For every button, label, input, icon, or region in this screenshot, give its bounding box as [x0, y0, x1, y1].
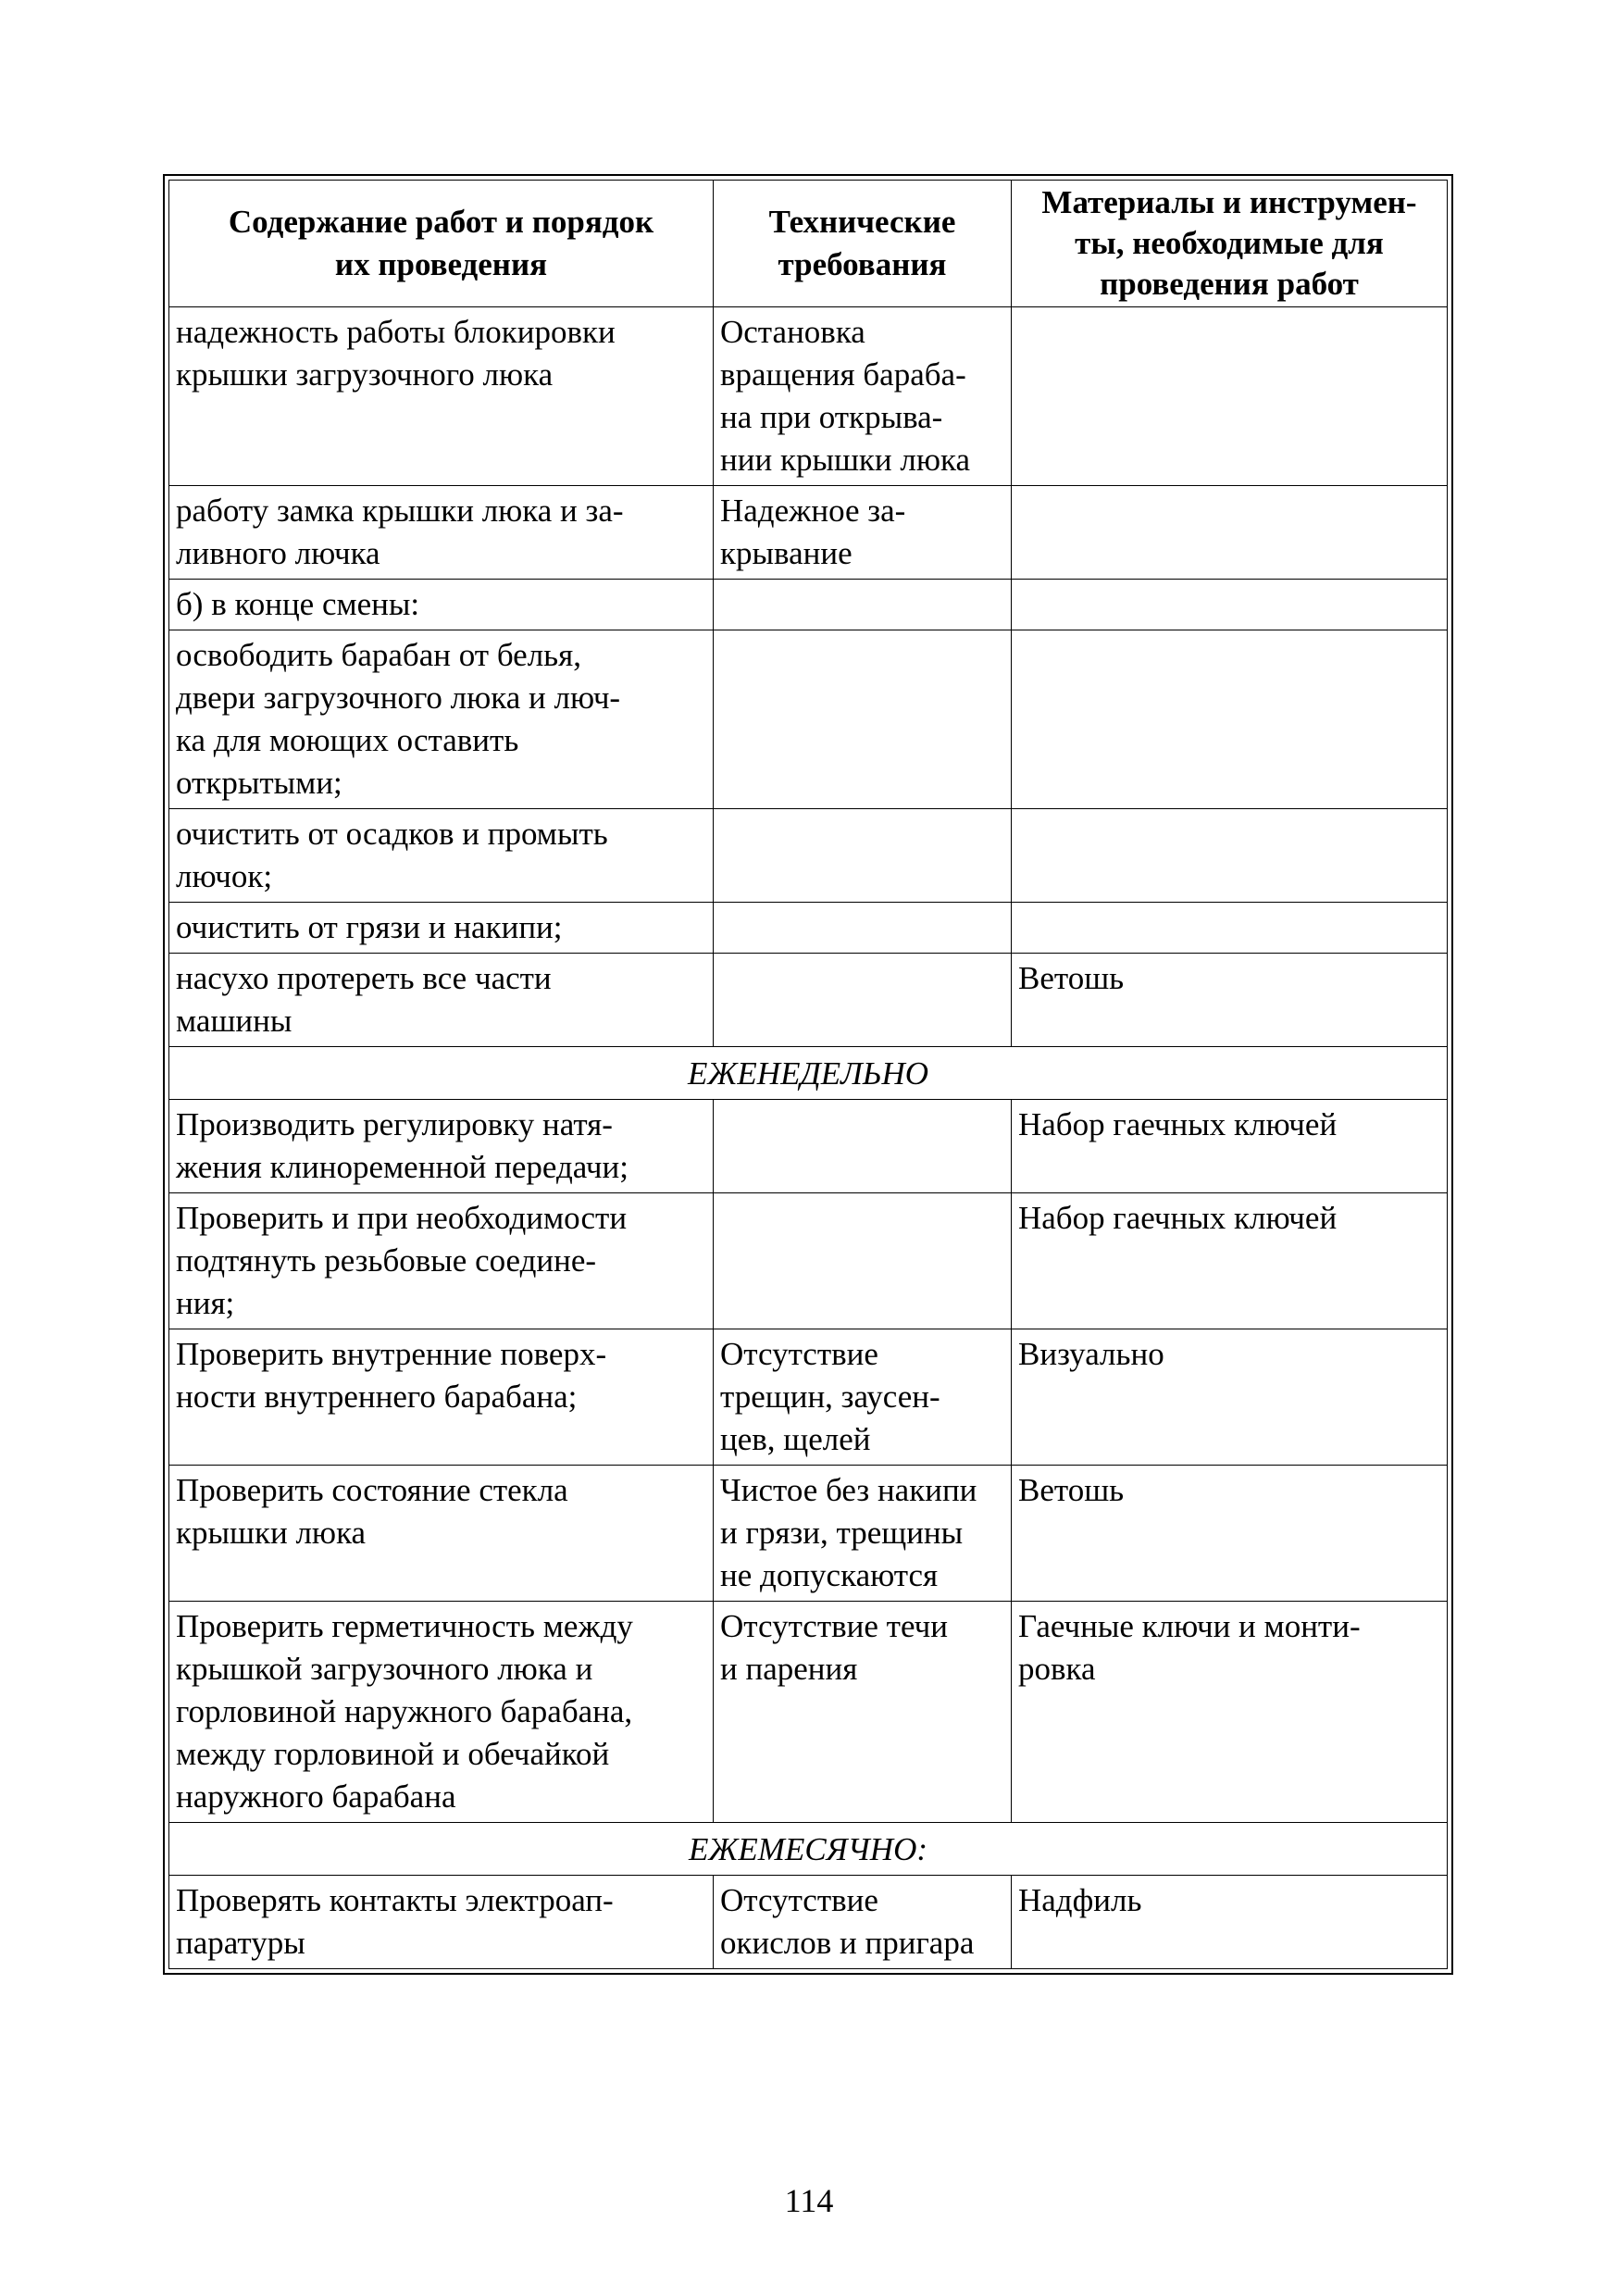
cell-text-line: Надежное за- — [720, 493, 906, 529]
cell-text-line: и грязи, трещины — [720, 1515, 964, 1551]
cell-materials-tools — [1012, 486, 1448, 580]
section-label: ЕЖЕМЕСЯЧНО: — [169, 1823, 1448, 1876]
table-row — [169, 580, 1448, 630]
cell-work-content — [169, 1193, 714, 1329]
table-row — [169, 1100, 1448, 1193]
cell-text-line: открытыми; — [176, 765, 342, 801]
cell-materials-tools — [1012, 1329, 1448, 1466]
cell-work-content — [169, 809, 714, 903]
cell-technical-requirement — [714, 307, 1012, 486]
cell-text-line: Набор гаечных ключей — [1018, 1200, 1338, 1236]
cell-text-line: лючок; — [176, 858, 273, 894]
cell-text-line: Ветошь — [1018, 1472, 1125, 1508]
cell-text-line: крышки люка — [176, 1515, 367, 1551]
cell-text-line: Отсутствие течи — [720, 1608, 948, 1644]
header-materials-tools: Материалы и инструмен- ты, необходимые для проведения работ — [1012, 181, 1448, 307]
cell-text-line: машины — [176, 1003, 292, 1039]
cell-text-line: окислов и пригара — [720, 1925, 975, 1961]
cell-text-line: вращения бараба- — [720, 356, 966, 393]
cell-work-content — [169, 954, 714, 1047]
table-row — [169, 486, 1448, 580]
table-row — [169, 1193, 1448, 1329]
section-row — [169, 1823, 1448, 1876]
cell-work-content — [169, 630, 714, 809]
cell-text-line: паратуры — [176, 1925, 305, 1961]
cell-text-line: ливного лючка — [176, 535, 380, 571]
cell-text-line: Визуально — [1018, 1336, 1164, 1372]
table-row — [169, 809, 1448, 903]
cell-text-line: жения клиноременной передачи; — [176, 1149, 629, 1185]
cell-technical-requirement — [714, 486, 1012, 580]
table-row — [169, 954, 1448, 1047]
cell-materials-tools — [1012, 903, 1448, 954]
cell-materials-tools — [1012, 954, 1448, 1047]
cell-text-line: работу замка крышки люка и за- — [176, 493, 624, 529]
cell-technical-requirement — [714, 1193, 1012, 1329]
cell-technical-requirement — [714, 630, 1012, 809]
table-row — [169, 630, 1448, 809]
cell-work-content — [169, 903, 714, 954]
cell-work-content — [169, 1602, 714, 1823]
cell-text-line: двери загрузочного люка и люч- — [176, 680, 621, 716]
table-body — [169, 307, 1448, 1969]
cell-technical-requirement — [714, 580, 1012, 630]
cell-text-line: Ветошь — [1018, 960, 1125, 996]
cell-materials-tools — [1012, 1100, 1448, 1193]
cell-materials-tools — [1012, 630, 1448, 809]
cell-text-line: Набор гаечных ключей — [1018, 1106, 1338, 1142]
cell-text-line: между горловиной и обечайкой — [176, 1736, 610, 1772]
cell-text-line: крывание — [720, 535, 853, 571]
cell-text-line: Производить регулировку натя- — [176, 1106, 613, 1142]
cell-text-line: ка для моющих оставить — [176, 722, 519, 758]
cell-materials-tools — [1012, 1602, 1448, 1823]
cell-work-content — [169, 1100, 714, 1193]
cell-text-line: Проверить состояние стекла — [176, 1472, 568, 1508]
cell-text-line: горловиной наружного барабана, — [176, 1693, 633, 1729]
cell-text-line: б) в конце смены: — [176, 586, 420, 622]
cell-technical-requirement — [714, 1100, 1012, 1193]
cell-text-line: наружного барабана — [176, 1778, 456, 1815]
cell-text-line: подтянуть резьбовые соедине- — [176, 1242, 597, 1279]
cell-technical-requirement — [714, 954, 1012, 1047]
cell-materials-tools — [1012, 1876, 1448, 1969]
cell-text-line: цев, щелей — [720, 1421, 871, 1457]
table-row — [169, 1329, 1448, 1466]
cell-text-line: Отсутствие — [720, 1336, 878, 1372]
cell-technical-requirement — [714, 1329, 1012, 1466]
table-row — [169, 1876, 1448, 1969]
cell-text-line: Надфиль — [1018, 1882, 1142, 1918]
maintenance-table-frame — [163, 174, 1453, 1975]
cell-technical-requirement — [714, 809, 1012, 903]
cell-materials-tools — [1012, 809, 1448, 903]
cell-technical-requirement — [714, 1466, 1012, 1602]
cell-text-line: Проверить герметичность между — [176, 1608, 633, 1644]
header-technical-requirements: Технические требования — [714, 181, 1012, 307]
table-header-row — [169, 181, 1448, 307]
cell-materials-tools — [1012, 1466, 1448, 1602]
cell-text-line: не допускаются — [720, 1557, 939, 1593]
cell-work-content — [169, 307, 714, 486]
cell-text-line: очистить от осадков и промыть — [176, 816, 608, 852]
cell-technical-requirement — [714, 1876, 1012, 1969]
cell-text-line: Отсутствие — [720, 1882, 878, 1918]
section-row — [169, 1047, 1448, 1100]
cell-text-line: и парения — [720, 1651, 858, 1687]
cell-text-line: Чистое без накипи — [720, 1472, 977, 1508]
cell-text-line: ния; — [176, 1285, 235, 1321]
cell-technical-requirement — [714, 903, 1012, 954]
cell-materials-tools — [1012, 307, 1448, 486]
table-row — [169, 903, 1448, 954]
cell-text-line: Проверить внутренние поверх- — [176, 1336, 607, 1372]
header-work-content: Содержание работ и порядок их проведения — [169, 181, 714, 307]
section-label: ЕЖЕНЕДЕЛЬНО — [169, 1047, 1448, 1100]
cell-technical-requirement — [714, 1602, 1012, 1823]
cell-text-line: насухо протереть все части — [176, 960, 552, 996]
cell-work-content — [169, 1329, 714, 1466]
cell-text-line: Проверить и при необходимости — [176, 1200, 628, 1236]
cell-text-line: трещин, заусен- — [720, 1379, 940, 1415]
cell-text-line: Проверять контакты электроап- — [176, 1882, 614, 1918]
page-number: 114 — [784, 2182, 834, 2219]
cell-text-line: ности внутреннего барабана; — [176, 1379, 578, 1415]
cell-text-line: крышки загрузочного люка — [176, 356, 554, 393]
cell-text-line: освободить барабан от белья, — [176, 637, 581, 673]
cell-materials-tools — [1012, 1193, 1448, 1329]
cell-text-line: Гаечные ключи и монти- — [1018, 1608, 1361, 1644]
table-row — [169, 307, 1448, 486]
table-row — [169, 1466, 1448, 1602]
cell-work-content — [169, 486, 714, 580]
cell-text-line: крышкой загрузочного люка и — [176, 1651, 593, 1687]
cell-text-line: Остановка — [720, 314, 865, 350]
cell-work-content — [169, 1876, 714, 1969]
cell-work-content — [169, 580, 714, 630]
cell-work-content — [169, 1466, 714, 1602]
cell-text-line: на при открыва- — [720, 399, 943, 435]
cell-text-line: ровка — [1018, 1651, 1096, 1687]
cell-text-line: нии крышки люка — [720, 442, 971, 478]
cell-text-line: очистить от грязи и накипи; — [176, 909, 563, 945]
table-row — [169, 1602, 1448, 1823]
maintenance-table — [168, 180, 1448, 1969]
cell-materials-tools — [1012, 580, 1448, 630]
cell-text-line: надежность работы блокировки — [176, 314, 616, 350]
